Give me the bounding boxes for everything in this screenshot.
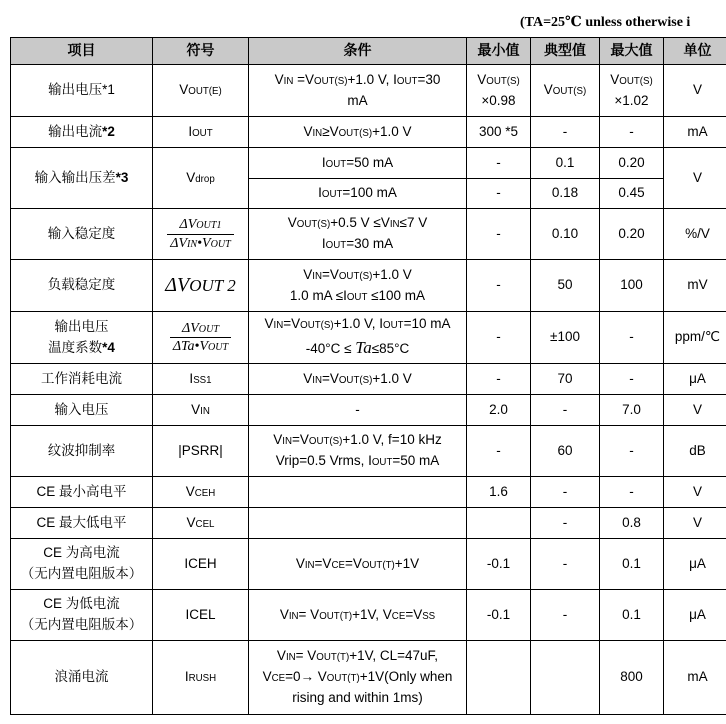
typ-cell: ±100 (531, 312, 600, 364)
condition-cell: VIN=VOUT(S)+1.0 V, f=10 kHz Vrip=0.5 Vrms, IOUT=50 mA (249, 426, 467, 477)
symbol-cell: ICEH (153, 539, 249, 590)
table-row (11, 312, 726, 364)
item-cell: 输出电压*1 (11, 65, 153, 117)
condition-cell: VOUT(S)+0.5 V ≤VIN≤7 V IOUT=30 mA (249, 209, 467, 260)
header-unit: 单位 (664, 38, 726, 65)
typ-cell: 50 (531, 260, 600, 312)
max-cell: - (600, 426, 664, 477)
condition-cell: IOUT=50 mA (249, 148, 467, 179)
temp-coefficient-formula: $\frac{\text{ΔVOUT}}{\text{ΔTa•VOUT}}$ (170, 320, 231, 356)
min-cell: 1.6 (467, 477, 531, 508)
min-cell: - (467, 426, 531, 477)
unit-cell: V (664, 508, 726, 539)
header-item: 项目 (11, 38, 153, 65)
max-cell: - (600, 312, 664, 364)
typ-cell: - (531, 117, 600, 148)
condition-cell: VIN=VOUT(S)+1.0 V, IOUT=10 mA -40°C ≤ Ta≤85°C (249, 312, 467, 364)
typ-cell: VOUT(S) (531, 65, 600, 117)
unit-cell: V (664, 65, 726, 117)
min-cell (467, 641, 531, 715)
symbol-cell: ICEL (153, 590, 249, 641)
min-cell: 2.0 (467, 395, 531, 426)
max-cell: - (600, 117, 664, 148)
table-row (11, 260, 726, 312)
symbol-cell: |PSRR| (153, 426, 249, 477)
item-cell: 工作消耗电流 (11, 364, 153, 395)
max-cell: 100 (600, 260, 664, 312)
symbol-cell: VOUT(E) (153, 65, 249, 117)
symbol-cell: ΔVOUT 2 (153, 260, 249, 312)
unit-cell: ppm/℃ (664, 312, 726, 364)
typ-cell: 60 (531, 426, 600, 477)
item-cell: 输出电流*2 (11, 117, 153, 148)
min-cell: - (467, 312, 531, 364)
max-cell: 0.20 (600, 209, 664, 260)
item-cell: 浪涌电流 (11, 641, 153, 715)
symbol-cell: VIN (153, 395, 249, 426)
unit-cell: μA (664, 590, 726, 641)
min-cell (467, 508, 531, 539)
typ-cell: - (531, 395, 600, 426)
unit-cell: μA (664, 539, 726, 590)
condition-cell (249, 508, 467, 539)
table-row (11, 364, 726, 395)
item-cell: 输入稳定度 (11, 209, 153, 260)
symbol-cell: IRUSH (153, 641, 249, 715)
table-row (11, 209, 726, 260)
header-max: 最大值 (600, 38, 664, 65)
min-cell: -0.1 (467, 590, 531, 641)
condition-cell (249, 477, 467, 508)
typ-cell: 0.18 (531, 179, 600, 209)
min-cell: - (467, 179, 531, 209)
max-cell: 7.0 (600, 395, 664, 426)
header-conditions: 条件 (249, 38, 467, 65)
unit-cell: dB (664, 426, 726, 477)
condition-cell: VIN= VOUT(T)+1V, VCE=VSS (249, 590, 467, 641)
unit-cell: V (664, 395, 726, 426)
condition-cell: VIN =VOUT(S)+1.0 V, IOUT=30 mA (249, 65, 467, 117)
max-cell: 0.8 (600, 508, 664, 539)
table-row (11, 641, 726, 715)
test-condition-note: (TA=25℃ unless otherwise i (520, 15, 691, 30)
min-cell: - (467, 260, 531, 312)
max-cell: - (600, 364, 664, 395)
table-row (11, 590, 726, 641)
condition-cell: - (249, 395, 467, 426)
typ-cell: - (531, 477, 600, 508)
condition-cell: VIN=VOUT(S)+1.0 V 1.0 mA ≤IOUT ≤100 mA (249, 260, 467, 312)
typ-cell: - (531, 590, 600, 641)
table-row (11, 395, 726, 426)
table-row (11, 148, 726, 179)
header-typ: 典型值 (531, 38, 600, 65)
item-cell: CE 最大低电平 (11, 508, 153, 539)
condition-cell: VIN≥VOUT(S)+1.0 V (249, 117, 467, 148)
symbol-cell (153, 209, 249, 260)
item-cell: CE 为低电流 （无内置电阻版本） (11, 590, 153, 641)
electrical-characteristics-table (10, 37, 726, 715)
unit-cell: V (664, 148, 726, 209)
condition-cell: VIN= VOUT(T)+1V, CL=47uF, VCE=0→ VOUT(T)+1V(Only when rising and within 1ms) (249, 641, 467, 715)
min-cell: - (467, 364, 531, 395)
min-cell: 300 *5 (467, 117, 531, 148)
table-row (11, 426, 726, 477)
condition-cell: VIN=VOUT(S)+1.0 V (249, 364, 467, 395)
symbol-cell (153, 312, 249, 364)
condition-cell: VIN=VCE=VOUT(T)+1V (249, 539, 467, 590)
min-cell: -0.1 (467, 539, 531, 590)
max-cell: 0.45 (600, 179, 664, 209)
typ-cell: 0.1 (531, 148, 600, 179)
table-row (11, 508, 726, 539)
item-cell: CE 最小高电平 (11, 477, 153, 508)
min-cell: - (467, 148, 531, 179)
typ-cell: - (531, 508, 600, 539)
unit-cell: %/V (664, 209, 726, 260)
typ-cell: 70 (531, 364, 600, 395)
item-cell: CE 为高电流 （无内置电阻版本） (11, 539, 153, 590)
unit-cell: μA (664, 364, 726, 395)
symbol-cell: Vdrop (153, 148, 249, 209)
header-min: 最小值 (467, 38, 531, 65)
item-cell: 输入输出压差*3 (11, 148, 153, 209)
item-cell: 负载稳定度 (11, 260, 153, 312)
header-row (11, 38, 726, 65)
typ-cell (531, 641, 600, 715)
symbol-cell: IOUT (153, 117, 249, 148)
max-cell: - (600, 477, 664, 508)
min-cell: VOUT(S) ×0.98 (467, 65, 531, 117)
header-symbol: 符号 (153, 38, 249, 65)
table-row (11, 65, 726, 117)
line-regulation-formula: $\frac{\text{ΔVOUT1}}{\text{ΔVIN•VOUT}}$ (167, 216, 233, 252)
unit-cell: mA (664, 641, 726, 715)
max-cell: 0.1 (600, 539, 664, 590)
table-row (11, 117, 726, 148)
unit-cell: mA (664, 117, 726, 148)
symbol-cell: ISS1 (153, 364, 249, 395)
table-row (11, 539, 726, 590)
symbol-cell: VCEL (153, 508, 249, 539)
min-cell: - (467, 209, 531, 260)
typ-cell: - (531, 539, 600, 590)
max-cell: VOUT(S) ×1.02 (600, 65, 664, 117)
max-cell: 800 (600, 641, 664, 715)
unit-cell: V (664, 477, 726, 508)
typ-cell: 0.10 (531, 209, 600, 260)
symbol-cell: VCEH (153, 477, 249, 508)
item-cell: 输入电压 (11, 395, 153, 426)
item-cell: 输出电压 温度系数*4 (11, 312, 153, 364)
table-row (11, 477, 726, 508)
item-cell: 纹波抑制率 (11, 426, 153, 477)
condition-cell: IOUT=100 mA (249, 179, 467, 209)
unit-cell: mV (664, 260, 726, 312)
max-cell: 0.1 (600, 590, 664, 641)
max-cell: 0.20 (600, 148, 664, 179)
